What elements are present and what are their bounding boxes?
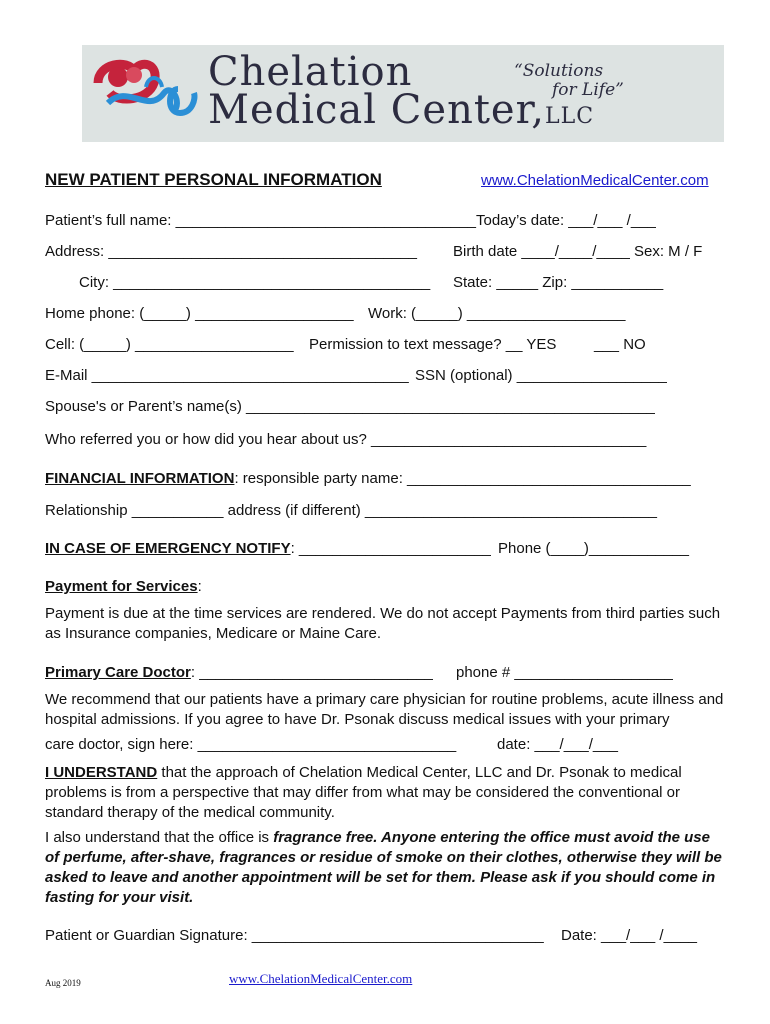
doctor-date-field[interactable]: date: ___/___/___ <box>497 736 618 753</box>
financial-row <box>45 470 691 488</box>
fragrance-emphasis: fragrance free. Anyone entering the office must avoid the use of perfume, after-shave, fragrances or residue of smoke on their clothes, otherwise they will be asked to leave and another appointment will be set for them. Please ask if you should come in fasting for your visit. <box>45 829 722 906</box>
text-permission-no[interactable]: ___ NO <box>594 336 646 353</box>
doctor-text: We recommend that our patients have a primary care physician for routine problems, acute illness and hospital admissions. If you agree to have Dr. Psonak discuss medical issues with your primary <box>45 691 724 728</box>
doctor-heading: Primary Care Doctor <box>45 664 191 681</box>
cell-phone-field[interactable]: Cell: (_____) ___________________ <box>45 336 294 353</box>
signature-date-field[interactable]: Date: ___/___ /____ <box>561 927 697 944</box>
logo-banner <box>82 45 724 142</box>
todays-date-field[interactable]: Today’s date: ___/___ /___ <box>476 212 656 229</box>
payment-heading-colon: : <box>197 578 202 595</box>
understand-heading: I UNDERSTAND <box>45 764 158 781</box>
understand-paragraph <box>45 763 735 823</box>
emergency-row <box>45 540 491 558</box>
cmc-logo-icon <box>88 53 206 123</box>
doctor-row <box>45 664 433 682</box>
emergency-heading: IN CASE OF EMERGENCY NOTIFY <box>45 540 291 557</box>
patient-signature-field[interactable]: Patient or Guardian Signature: ___________________________________ <box>45 927 544 944</box>
home-phone-field[interactable]: Home phone: (_____) ___________________ <box>45 305 354 322</box>
doctor-signature-field[interactable]: care doctor, sign here: _______________________________ <box>45 736 457 753</box>
financial-heading: FINANCIAL INFORMATION <box>45 470 235 487</box>
doctor-name-field[interactable]: : ____________________________ <box>190 664 433 681</box>
doctor-phone-field[interactable]: phone # ___________________ <box>456 664 673 681</box>
website-link[interactable]: www.ChelationMedicalCenter.com <box>481 172 709 189</box>
emergency-name-field[interactable]: : _______________________ <box>290 540 491 557</box>
brand-llc: LLC <box>545 104 595 129</box>
brand-name-line1: Chelation <box>208 49 413 95</box>
understand-text: that the approach of Chelation Medical Center, LLC and Dr. Psonak to medical problems is from a perspective that may differ from what may be considered the conventional or standard therapy of the medical community. <box>45 764 682 821</box>
page-title: NEW PATIENT PERSONAL INFORMATION <box>45 170 382 189</box>
referral-field[interactable]: Who referred you or how did you hear about us? _________________________________ <box>45 431 647 448</box>
brand-name-line2 <box>208 87 594 133</box>
full-name-field[interactable]: Patient’s full name: ____________________________________ <box>45 212 476 229</box>
email-field[interactable]: E-Mail ______________________________________ <box>45 367 409 384</box>
relationship-address-field[interactable]: Relationship ___________ address (if different) ___________________________________ <box>45 502 657 519</box>
state-zip-field[interactable]: State: _____ Zip: ___________ <box>453 274 664 291</box>
payment-heading: Payment for Services <box>45 578 198 595</box>
city-field[interactable]: City: ______________________________________ <box>79 274 431 291</box>
footer-website-link[interactable]: www.ChelationMedicalCenter.com <box>229 971 413 986</box>
footer-date: Aug 2019 <box>45 978 81 988</box>
fragrance-intro: I also understand that the office is <box>45 829 274 846</box>
fragrance-paragraph <box>45 828 725 908</box>
responsible-party-field[interactable]: : responsible party name: __________________________________ <box>234 470 691 487</box>
payment-text: Payment is due at the time services are rendered. We do not accept Payments from third parties such as Insurance companies, Medicare or Maine Care. <box>45 605 721 642</box>
brand-name-main: Medical Center, <box>208 87 546 133</box>
payment-heading-row <box>45 578 202 596</box>
birth-date-sex-field[interactable]: Birth date ____/____/____ Sex: M / F <box>453 243 703 260</box>
emergency-phone-field[interactable]: Phone (____)____________ <box>498 540 690 557</box>
slogan-line2: for Life” <box>552 80 624 100</box>
address-field[interactable]: Address: _____________________________________ <box>45 243 418 260</box>
slogan-line1: “Solutions <box>514 61 604 81</box>
text-permission-yes[interactable]: Permission to text message? __ YES <box>309 336 557 353</box>
work-phone-field[interactable]: Work: (_____) ___________________ <box>368 305 626 322</box>
ssn-field[interactable]: SSN (optional) __________________ <box>415 367 667 384</box>
spouse-parent-field[interactable]: Spouse's or Parent’s name(s) _________________________________________________ <box>45 398 655 415</box>
